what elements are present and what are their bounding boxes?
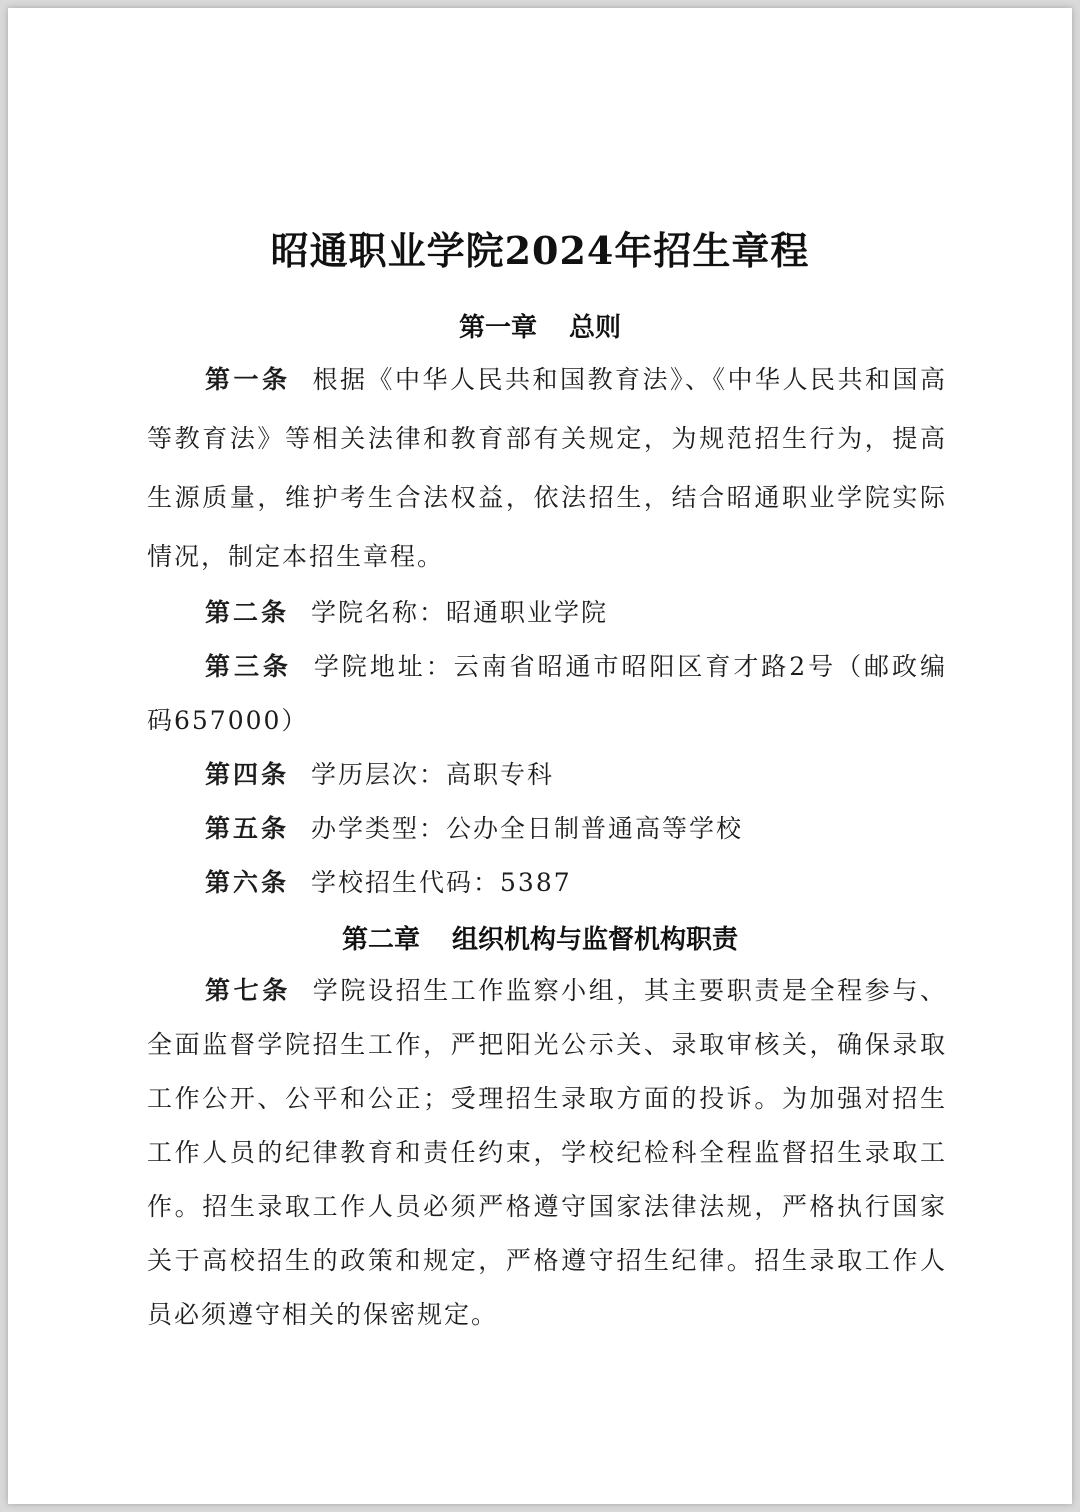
document-page [8,8,1072,1504]
article-7-label: 第七条 [205,976,291,1005]
article-5 [147,802,947,856]
article-7 [147,964,947,1342]
article-1 [147,350,947,586]
chapter-1-heading [8,310,1072,346]
article-5-text: 办学类型：公办全日制普通高等学校 [311,814,744,843]
article-2 [147,586,947,640]
article-3-text: 学院地址：云南省昭通市昭阳区育才路2号（邮政编码657000） [147,652,947,735]
chapter-2-name: 组织机构与监督机构职责 [452,925,739,955]
article-4-text: 学历层次：高职专科 [311,760,555,789]
article-5-label: 第五条 [205,814,290,843]
chapter-2-label: 第二章 [341,925,420,955]
article-3 [147,640,947,748]
article-3-label: 第三条 [205,652,292,681]
chapter-2-heading [8,922,1072,958]
document-title: 昭通职业学院2024年招生章程 [270,228,810,273]
article-6-text: 学校招生代码：5387 [311,868,572,897]
article-2-text: 学院名称：昭通职业学院 [311,598,609,627]
article-2-label: 第二条 [205,598,290,627]
chapter-1-label: 第一章 [458,313,537,343]
article-7-text: 学院设招生工作监察小组，其主要职责是全程参与、全面监督学院招生工作，严把阳光公示关、录取审核关，确保录取工作公开、公平和公正；受理招生录取方面的投诉。为加强对招生工作人员的纪律教育和责任约束，学校纪检科全程监督招生录取工作。招生录取工作人员必须严格遵守国家法律法规，严格执行国家关于高校招生的政策和规定，严格遵守招生纪律。招生录取工作人员必须遵守相关的保密规定。 [147,976,947,1329]
article-4 [147,748,947,802]
chapter-1-name: 总则 [569,313,622,343]
article-1-label: 第一条 [205,365,291,394]
article-4-label: 第四条 [205,760,290,789]
article-1-text: 根据《中华人民共和国教育法》、《中华人民共和国高等教育法》等相关法律和教育部有关规定，为规范招生行为，提高生源质量，维护考生合法权益，依法招生，结合昭通职业学院实际情况，制定本招生章程。 [147,365,947,571]
article-6-label: 第六条 [205,868,290,897]
article-6 [147,856,947,910]
